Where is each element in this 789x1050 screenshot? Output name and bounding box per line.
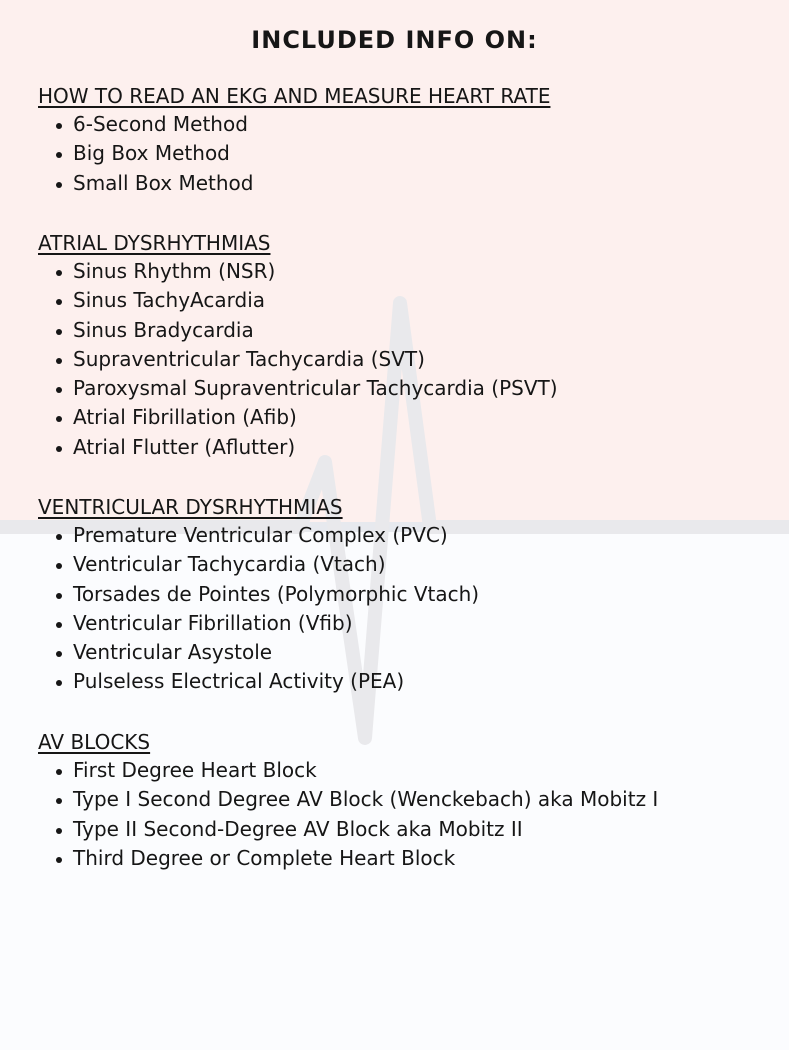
list-item: Sinus Rhythm (NSR): [38, 257, 758, 286]
list-item: First Degree Heart Block: [38, 756, 758, 785]
item-list: [38, 756, 758, 873]
section-heading: VENTRICULAR DYSRHYTHMIAS: [38, 495, 343, 519]
list-item: Sinus Bradycardia: [38, 316, 758, 345]
list-item: Atrial Flutter (Aflutter): [38, 433, 758, 462]
list-item: Ventricular Tachycardia (Vtach): [38, 550, 758, 579]
section-ventricular-dysrhythmias: [38, 493, 758, 697]
list-item: Type II Second-Degree AV Block aka Mobitz II: [38, 815, 758, 844]
list-item: Ventricular Fibrillation (Vfib): [38, 609, 758, 638]
item-list: [38, 110, 758, 198]
list-item: Type I Second Degree AV Block (Wenckebach) aka Mobitz I: [38, 785, 758, 814]
list-item: 6-Second Method: [38, 110, 758, 139]
list-item: Big Box Method: [38, 139, 758, 168]
section-atrial-dysrhythmias: [38, 229, 758, 462]
list-item: Paroxysmal Supraventricular Tachycardia (PSVT): [38, 374, 758, 403]
item-list: [38, 521, 758, 697]
list-item: Small Box Method: [38, 169, 758, 198]
list-item: Premature Ventricular Complex (PVC): [38, 521, 758, 550]
page-title: INCLUDED INFO ON:: [251, 26, 538, 54]
list-item: Ventricular Asystole: [38, 638, 758, 667]
list-item: Sinus TachyAcardia: [38, 286, 758, 315]
list-item: Supraventricular Tachycardia (SVT): [38, 345, 758, 374]
list-item: Third Degree or Complete Heart Block: [38, 844, 758, 873]
section-av-blocks: [38, 728, 758, 873]
item-list: [38, 257, 758, 462]
list-item: Pulseless Electrical Activity (PEA): [38, 667, 758, 696]
list-item: Torsades de Pointes (Polymorphic Vtach): [38, 580, 758, 609]
section-heading: AV BLOCKS: [38, 730, 151, 754]
list-item: Atrial Fibrillation (Afib): [38, 403, 758, 432]
section-ekg-heart-rate: [38, 82, 758, 198]
section-heading: HOW TO READ AN EKG AND MEASURE HEART RATE: [38, 84, 551, 108]
section-heading: ATRIAL DYSRHYTHMIAS: [38, 231, 271, 255]
